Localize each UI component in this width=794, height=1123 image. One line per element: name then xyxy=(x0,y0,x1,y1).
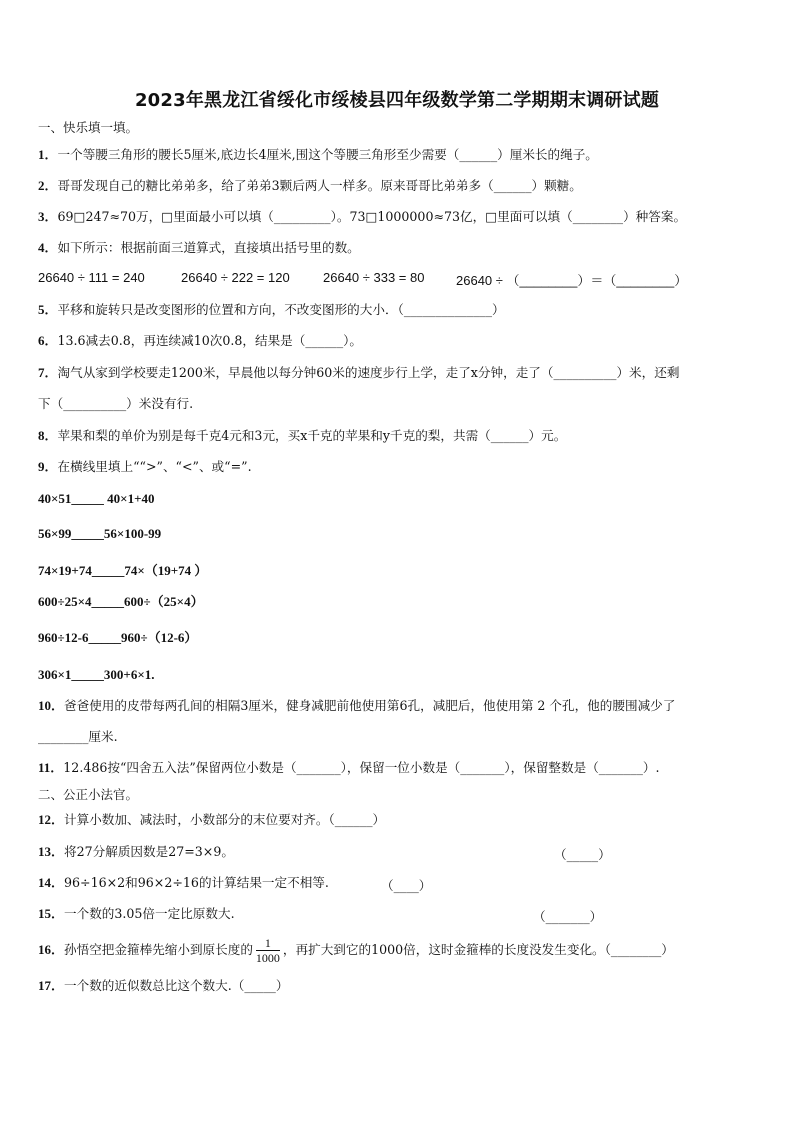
equation: 26640 ÷ 222 = 120 xyxy=(181,270,290,285)
question-1 xyxy=(38,147,598,163)
answer-blank: （_____） xyxy=(554,847,611,862)
question-number: 14． xyxy=(38,875,65,890)
question-number: 4． xyxy=(38,240,58,255)
question-11 xyxy=(38,760,659,776)
question-text: 苹果和梨的单价为别是每千克4元和3元，买x千克的苹果和y千克的梨，共需（______）元。 xyxy=(57,428,567,443)
question-text: 哥哥发现自己的糖比弟弟多，给了弟弟3颗后两人一样多。原来哥哥比弟弟多（______）颗糖。 xyxy=(57,178,582,193)
equation: 26640 ÷ （________）＝（________） xyxy=(456,273,688,288)
section-heading-1: 一、快乐填一填。 xyxy=(38,120,139,135)
equation: 26640 ÷ 111 = 240 xyxy=(38,270,145,285)
question-text: 孙悟空把金箍棒先缩小到原长度的 xyxy=(64,942,253,957)
question-number: 11． xyxy=(38,760,64,775)
question-4 xyxy=(38,240,360,256)
question-text: 平移和旋转只是改变图形的位置和方向，不改变图形的大小．（______________） xyxy=(57,302,505,317)
question-5 xyxy=(38,302,505,318)
compare-item: 600÷25×4_____600÷（25×4） xyxy=(38,594,204,609)
question-2 xyxy=(38,178,582,194)
question-text: 一个数的3.05倍一定比原数大. xyxy=(64,906,235,921)
question-13 xyxy=(38,844,234,860)
question-number: 10． xyxy=(38,698,65,713)
question-text: 96÷16×2和96×2÷16的计算结果一定不相等. xyxy=(64,875,329,890)
question-text: 如下所示：根据前面三道算式，直接填出括号里的数。 xyxy=(57,240,360,255)
question-text: 淘气从家到学校要走1200米，早晨他以每分钟60米的速度步行上学，走了x分钟，走了（__________）米，还剩 xyxy=(57,365,680,380)
question-text: 13.6减去0.8，再连续减10次0.8，结果是（______）。 xyxy=(57,333,363,348)
compare-item: 74×19+74_____74×（19+74 ） xyxy=(38,563,208,578)
question-number: 15． xyxy=(38,906,65,921)
question-text: 12.486按“四舍五入法”保留两位小数是（_______），保留一位小数是（_______），保留整数是（_______）. xyxy=(63,760,660,775)
question-9 xyxy=(38,459,252,475)
question-number: 9． xyxy=(38,459,58,474)
question-text: 计算小数加、减法时，小数部分的末位要对齐。（______） xyxy=(64,812,386,827)
question-7-continued: 下（__________）米没有行. xyxy=(38,396,194,411)
answer-blank: （____） xyxy=(381,878,432,893)
question-number: 6． xyxy=(38,333,58,348)
question-15 xyxy=(38,906,235,922)
fraction-denominator: 1000 xyxy=(255,951,280,965)
compare-item: 56×99_____56×100-99 xyxy=(38,526,162,541)
question-number: 8． xyxy=(38,428,58,443)
question-number: 5． xyxy=(38,302,58,317)
question-8 xyxy=(38,428,566,444)
fraction-numerator: 1 xyxy=(256,936,280,951)
equation: 26640 ÷ 333 = 80 xyxy=(323,270,425,285)
question-number: 2． xyxy=(38,178,58,193)
page-title: 2023年黑龙江省绥化市绥棱县四年级数学第二学期期末调研试题 xyxy=(134,90,660,111)
question-number: 16． xyxy=(38,942,65,957)
question-text: 在横线里填上““>”、“<”、或“=”. xyxy=(57,459,252,474)
question-16 xyxy=(38,933,674,967)
compare-item: 960÷12-6_____960÷（12-6） xyxy=(38,630,198,645)
question-10-continued: ________厘米. xyxy=(38,729,118,744)
question-number: 1． xyxy=(38,147,58,162)
question-7 xyxy=(38,365,679,381)
question-number: 12． xyxy=(38,812,65,827)
question-text: ，再扩大到它的1000倍，这时金箍棒的长度没发生变化。（________） xyxy=(282,942,674,957)
question-10 xyxy=(38,698,675,714)
question-number: 13． xyxy=(38,844,65,859)
question-number: 7． xyxy=(38,365,58,380)
question-text: 69□247≈70万，□里面最小可以填（_________）。73□1000000≈73亿，□里面可以填（________）种答案。 xyxy=(57,209,687,224)
section-heading-2: 二、公正小法官。 xyxy=(38,787,139,802)
compare-item: 306×1_____300+6×1. xyxy=(38,667,155,682)
question-text: 爸爸使用的皮带每两孔间的相隔3厘米，健身减肥前他使用第6孔，减肥后，他使用第 2 个孔，他的腰围减少了 xyxy=(64,698,676,713)
question-number: 17． xyxy=(38,978,65,993)
fraction xyxy=(256,936,280,965)
answer-blank: （_______） xyxy=(533,909,603,924)
question-17 xyxy=(38,978,288,994)
question-14 xyxy=(38,875,329,891)
question-text: 一个等腰三角形的腰长5厘米,底边长4厘米,围这个等腰三角形至少需要（______）厘米长的绳子。 xyxy=(57,147,598,162)
question-text: 一个数的近似数总比这个数大.（_____） xyxy=(64,978,289,993)
compare-item: 40×51_____ 40×1+40 xyxy=(38,491,155,506)
question-12 xyxy=(38,812,385,828)
question-number: 3． xyxy=(38,209,58,224)
question-text: 将27分解质因数是27=3×9。 xyxy=(64,844,234,859)
question-3 xyxy=(38,209,686,225)
question-6 xyxy=(38,333,362,349)
